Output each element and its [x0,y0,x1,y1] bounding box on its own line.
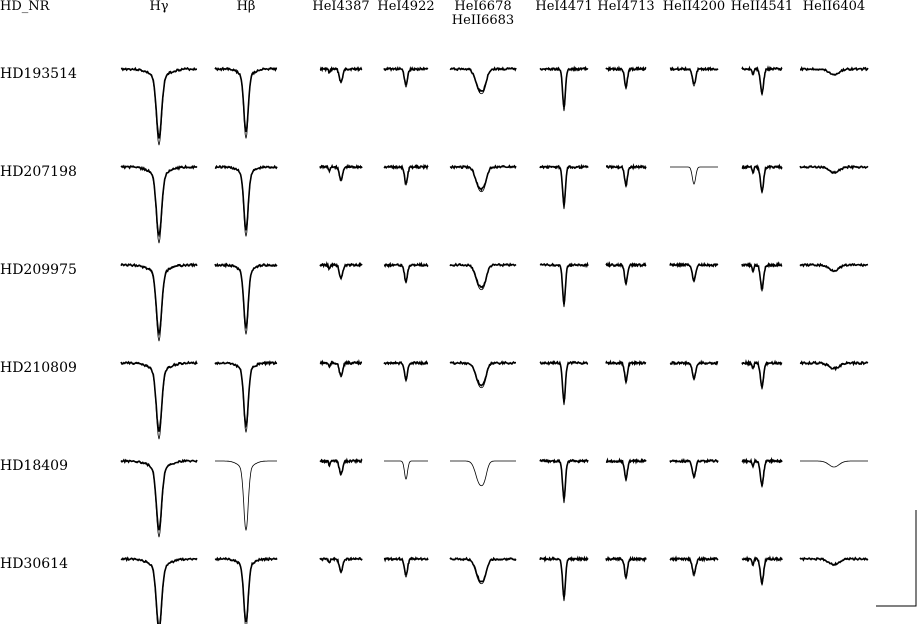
observed-profile [540,68,588,107]
observed-profile [450,362,516,386]
observed-profile [384,558,428,575]
observed-profile [384,264,428,281]
star-label: HD18409 [0,458,68,474]
column-header-label: HeI4713 [597,0,655,14]
star-label: HD30614 [0,556,68,572]
observed-profile [742,460,782,485]
observed-profile [540,264,588,304]
observed-profile [121,166,197,235]
model-profile [215,461,277,530]
observed-profile [606,558,646,577]
model-profile [670,167,718,184]
model-profile [800,265,868,271]
observed-profile [742,264,782,288]
observed-profile [384,68,428,84]
observed-profile [320,264,362,278]
observed-profile [384,362,428,380]
observed-profile [215,362,277,425]
model-profile [384,461,428,479]
column-header-label-2: HeII6683 [451,13,515,28]
observed-profile [606,460,646,478]
observed-profile [800,558,868,565]
observed-profile [606,362,646,382]
observed-profile [450,68,516,91]
observed-profile [800,264,868,271]
observed-profile [540,166,588,205]
observed-profile [450,264,516,288]
observed-profile [121,264,197,333]
observed-profile [121,460,197,530]
observed-profile [215,558,277,622]
observed-profile [450,558,516,582]
model-profile [121,265,197,341]
star-label: HD207198 [0,164,77,180]
observed-profile [800,362,868,369]
scale-bar [876,510,916,606]
observed-profile [121,68,197,139]
observed-profile [742,362,782,386]
column-header-label: HeI4387 [312,0,370,14]
star-label: HD209975 [0,262,77,278]
model-profile [450,461,516,486]
observed-profile [320,558,362,572]
column-header-label: HeII4541 [730,0,794,14]
observed-profile [320,68,362,81]
observed-profile [800,68,868,75]
observed-profile [606,264,646,284]
observed-profile [215,264,277,327]
observed-profile [320,460,362,474]
observed-profile [742,166,782,191]
observed-profile [670,264,718,280]
observed-profile [742,68,782,93]
observed-profile [670,68,718,84]
model-profile [215,559,277,624]
model-profile [800,461,868,467]
observed-profile [742,558,782,583]
column-header-label: HeII6404 [802,0,866,14]
column-header-label: HeI4922 [377,0,435,14]
star-label: HD193514 [0,66,77,82]
column-header-label: HeII4200 [662,0,726,14]
observed-profile [540,460,588,499]
column-header-label: HeI4471 [535,0,593,14]
observed-profile [670,558,718,574]
observed-profile [320,362,362,375]
column-header-label: Hγ [149,0,169,14]
observed-profile [384,166,428,183]
star-label: HD210809 [0,360,77,376]
observed-profile [670,362,718,379]
observed-profile [320,166,362,180]
observed-profile [450,166,516,190]
model-profile [121,559,197,624]
observed-profile [540,558,588,597]
observed-profile [670,460,718,477]
model-profile [121,461,197,537]
observed-profile [121,558,197,624]
corner-label: HD_NR [0,0,50,14]
column-header-label: Hβ [236,0,256,14]
observed-profile [121,362,197,432]
observed-profile [800,166,868,173]
observed-profile [215,68,277,132]
observed-profile [606,166,646,185]
observed-profile [215,166,277,230]
observed-profile [606,68,646,87]
observed-profile [540,362,588,400]
column-header-label: HeI6678 [454,0,512,14]
